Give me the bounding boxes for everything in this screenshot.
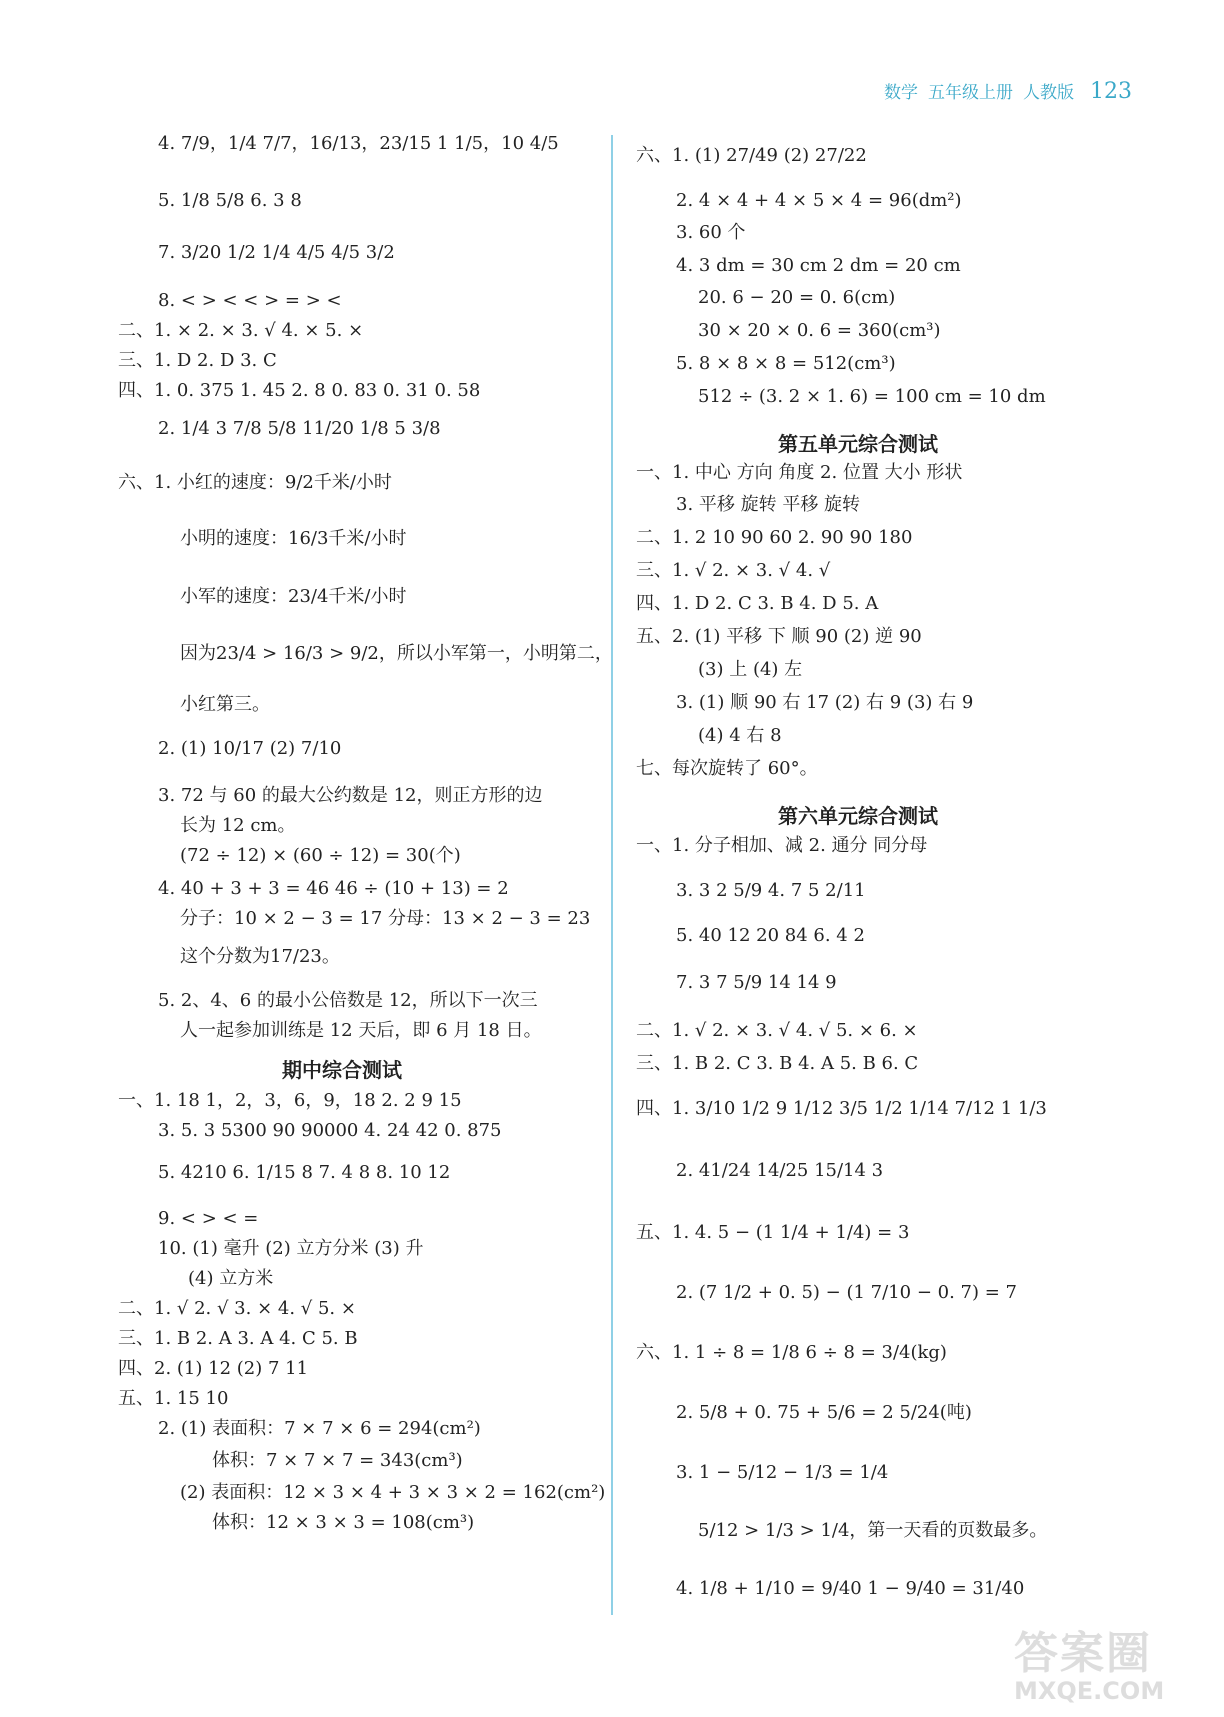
right-answer-line: 三、1. B 2. C 3. B 4. A 5. B 6. C	[636, 1053, 919, 1074]
left-answer-line: (72 ÷ 12) × (60 ÷ 12) = 30(个)	[180, 845, 461, 866]
right-answer-line: 3. (1) 顺 90 右 17 (2) 右 9 (3) 右 9	[676, 692, 974, 713]
section-title: 期中综合测试	[282, 1058, 402, 1082]
watermark-logo	[1014, 1617, 1204, 1707]
left-answer-line: 7. 3/20 1/2 1/4 4/5 4/5 3/2	[158, 242, 395, 263]
right-answer-line: 一、1. 分子相加、减 2. 通分 同分母	[636, 835, 928, 856]
left-answer-line: 5. 4210 6. 1/15 8 7. 4 8 8. 10 12	[158, 1162, 451, 1183]
left-answer-line: 2. (1) 10/17 (2) 7/10	[158, 738, 342, 759]
right-answer-line: 5. 8 × 8 × 8 = 512(cm³)	[676, 353, 896, 374]
right-answer-line: 4. 3 dm = 30 cm 2 dm = 20 cm	[676, 255, 961, 276]
right-answer-line: 7. 3 7 5/9 14 14 9	[676, 972, 837, 993]
right-answer-line: 20. 6 − 20 = 0. 6(cm)	[698, 287, 896, 308]
right-answer-line: 二、1. √ 2. × 3. √ 4. √ 5. × 6. ×	[636, 1020, 918, 1041]
right-answer-line: 二、1. 2 10 90 60 2. 90 90 180	[636, 527, 913, 548]
left-answer-line: 三、1. B 2. A 3. A 4. C 5. B	[118, 1328, 358, 1349]
left-answer-line: 分子：10 × 2 − 3 = 17 分母：13 × 2 − 3 = 23	[180, 908, 591, 929]
section-title: 第六单元综合测试	[778, 804, 938, 828]
left-answer-line: 三、1. D 2. D 3. C	[118, 350, 277, 371]
right-answer-line: 五、1. 4. 5 − (1 1/4 + 1/4) = 3	[636, 1222, 910, 1243]
left-answer-line: 六、1. 小红的速度：9/2千米/小时	[118, 472, 392, 493]
watermark-bottom: MXQE.COM	[1014, 1677, 1165, 1705]
right-answer-line: (4) 4 右 8	[698, 725, 782, 746]
right-answer-line: 2. 5/8 + 0. 75 + 5/6 = 2 5/24(吨)	[676, 1402, 972, 1423]
left-answer-line: 9. < > < =	[158, 1208, 259, 1229]
left-answer-line: 10. (1) 毫升 (2) 立方分米 (3) 升	[158, 1238, 424, 1259]
left-answer-line: 小军的速度：23/4千米/小时	[180, 586, 407, 607]
header-edition: 人教版	[1023, 83, 1074, 103]
left-answer-line: 人一起参加训练是 12 天后，即 6 月 18 日。	[180, 1020, 542, 1041]
left-answer-line: 4. 40 + 3 + 3 = 46 46 ÷ (10 + 13) = 2	[158, 878, 509, 899]
right-answer-line: 六、1. (1) 27/49 (2) 27/22	[636, 145, 867, 166]
page-header	[884, 78, 1132, 104]
left-answer-line: (4) 立方米	[188, 1268, 274, 1289]
left-answer-line: 8. < > < < > = > <	[158, 290, 342, 311]
right-answer-line: 六、1. 1 ÷ 8 = 1/8 6 ÷ 8 = 3/4(kg)	[636, 1342, 947, 1363]
watermark-top: 答案圈	[1014, 1628, 1152, 1679]
left-answer-line: 5. 1/8 5/8 6. 3 8	[158, 190, 302, 211]
right-answer-line: 3. 60 个	[676, 222, 746, 243]
right-answer-line: 2. 4 × 4 + 4 × 5 × 4 = 96(dm²)	[676, 190, 962, 211]
left-answer-line: 4. 7/9，1/4 7/7，16/13，23/15 1 1/5，10 4/5	[158, 133, 559, 154]
left-answer-line: 3. 5. 3 5300 90 90000 4. 24 42 0. 875	[158, 1120, 502, 1141]
left-answer-line: 3. 72 与 60 的最大公约数是 12，则正方形的边	[158, 785, 543, 806]
right-answer-line: 3. 3 2 5/9 4. 7 5 2/11	[676, 880, 866, 901]
left-answer-line: 5. 2、4、6 的最小公倍数是 12，所以下一次三	[158, 990, 538, 1011]
right-answer-line: 512 ÷ (3. 2 × 1. 6) = 100 cm = 10 dm	[698, 386, 1046, 407]
right-answer-line: 四、1. D 2. C 3. B 4. D 5. A	[636, 593, 879, 614]
left-answer-line: 长为 12 cm。	[180, 815, 296, 836]
page-number: 123	[1090, 79, 1132, 104]
right-answer-line: 四、1. 3/10 1/2 9 1/12 3/5 1/2 1/14 7/12 1 1/3	[636, 1098, 1047, 1119]
right-answer-line: 三、1. √ 2. × 3. √ 4. √	[636, 560, 831, 581]
left-answer-line: (2) 表面积：12 × 3 × 4 + 3 × 3 × 2 = 162(cm²)	[180, 1482, 606, 1503]
left-answer-line: 四、2. (1) 12 (2) 7 11	[118, 1358, 309, 1379]
right-answer-line: 3. 平移 旋转 平移 旋转	[676, 494, 861, 515]
right-answer-line: 七、每次旋转了 60°。	[636, 758, 818, 779]
section-title: 第五单元综合测试	[778, 432, 938, 456]
column-divider	[611, 135, 613, 1615]
left-answer-line: 体积：7 × 7 × 7 = 343(cm³)	[212, 1450, 463, 1471]
right-answer-line: 5/12 > 1/3 > 1/4，第一天看的页数最多。	[698, 1520, 1048, 1541]
left-answer-line: 一、1. 18 1，2，3，6，9，18 2. 2 9 15	[118, 1090, 462, 1111]
left-answer-line: 二、1. × 2. × 3. √ 4. × 5. ×	[118, 320, 364, 341]
left-answer-line: 因为23/4 > 16/3 > 9/2，所以小军第一，小明第二，	[180, 643, 613, 664]
right-answer-line: (3) 上 (4) 左	[698, 659, 803, 680]
left-answer-line: 这个分数为17/23。	[180, 946, 340, 967]
left-answer-line: 体积：12 × 3 × 3 = 108(cm³)	[212, 1512, 475, 1533]
right-answer-line: 2. (7 1/2 + 0. 5) − (1 7/10 − 0. 7) = 7	[676, 1282, 1017, 1303]
right-answer-line: 五、2. (1) 平移 下 顺 90 (2) 逆 90	[636, 626, 922, 647]
right-answer-line: 2. 41/24 14/25 15/14 3	[676, 1160, 884, 1181]
right-answer-line: 3. 1 − 5/12 − 1/3 = 1/4	[676, 1462, 889, 1483]
left-answer-line: 2. (1) 表面积：7 × 7 × 6 = 294(cm²)	[158, 1418, 481, 1439]
right-answer-line: 5. 40 12 20 84 6. 4 2	[676, 925, 865, 946]
header-grade: 五年级上册	[928, 83, 1013, 103]
right-answer-line: 30 × 20 × 0. 6 = 360(cm³)	[698, 320, 941, 341]
left-answer-line: 2. 1/4 3 7/8 5/8 11/20 1/8 5 3/8	[158, 418, 441, 439]
left-answer-line: 小明的速度：16/3千米/小时	[180, 528, 407, 549]
right-answer-line: 一、1. 中心 方向 角度 2. 位置 大小 形状	[636, 462, 963, 483]
left-answer-line: 五、1. 15 10	[118, 1388, 229, 1409]
right-answer-line: 4. 1/8 + 1/10 = 9/40 1 − 9/40 = 31/40	[676, 1578, 1025, 1599]
header-subject: 数学	[884, 83, 918, 103]
left-answer-line: 小红第三。	[180, 694, 270, 715]
left-answer-line: 四、1. 0. 375 1. 45 2. 8 0. 83 0. 31 0. 58	[118, 380, 481, 401]
left-answer-line: 二、1. √ 2. √ 3. × 4. √ 5. ×	[118, 1298, 356, 1319]
